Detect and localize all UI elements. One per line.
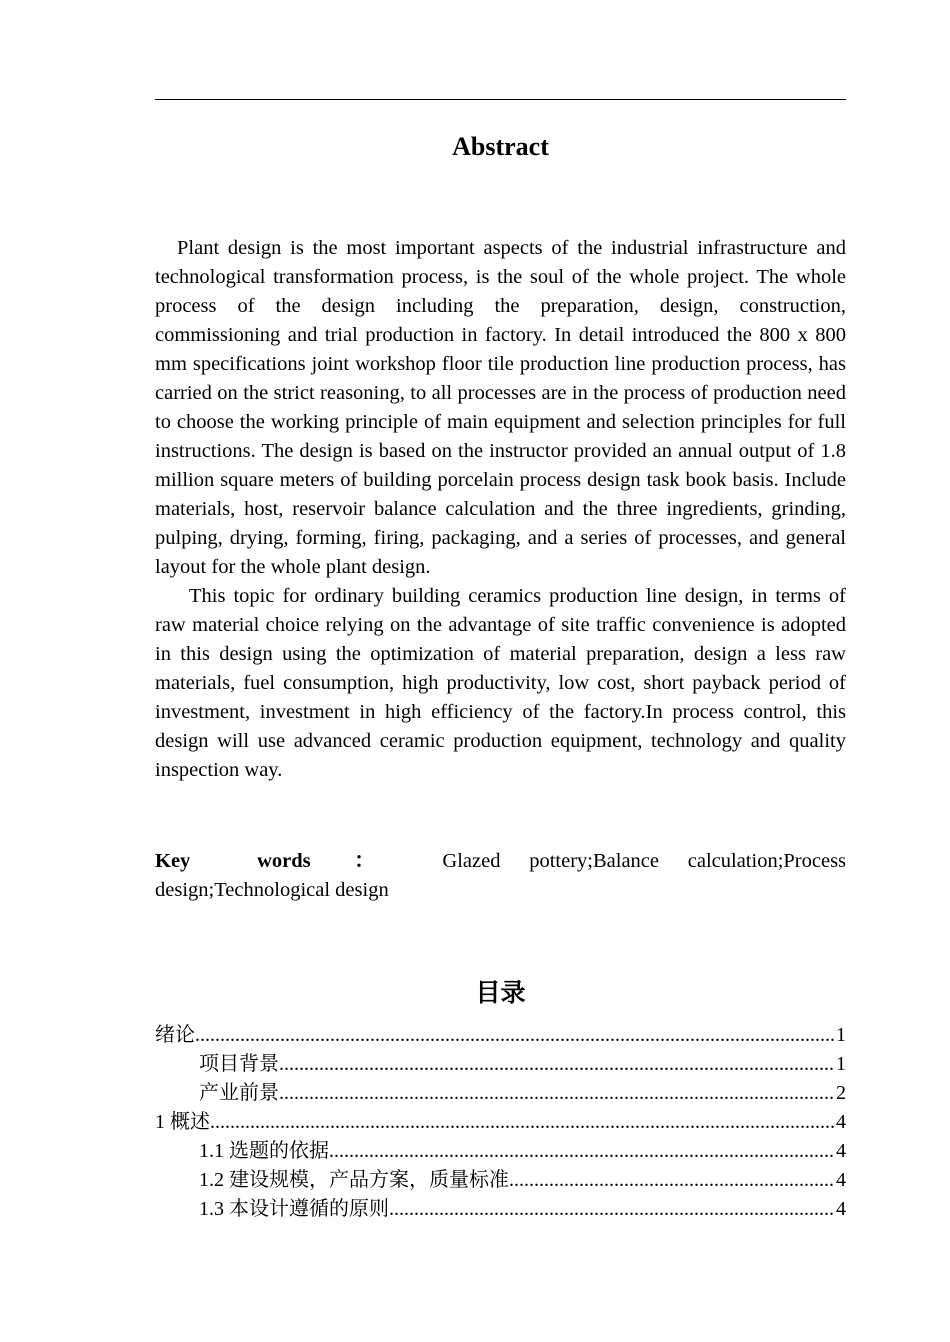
toc-entry[interactable] xyxy=(155,1108,846,1137)
table-of-contents xyxy=(155,1021,846,1224)
keywords-colon: ： xyxy=(330,850,399,872)
toc-page-number: 4 xyxy=(836,1198,846,1220)
toc-entry[interactable] xyxy=(155,1166,846,1195)
abstract-paragraph-1: Plant design is the most important aspects of the industrial infrastructure and technological transformation process, is the soul of the whole project. The whole process of the design including the preparation, design, construction, commissioning and trial production in factory. In detail introduced the 800 x 800 mm specifications joint workshop floor tile production line production process, has carried on the strict reasoning, to all processes are in the process of production need to choose the working principle of main equipment and selection principles for full instructions. The design is based on the instructor provided an annual output of 1.8 million square meters of building porcelain process design task book basis. Include materials, host, reservoir balance calculation and the three ingredients, grinding, pulping, drying, forming, firing, packaging, and a series of processes, and general layout for the whole plant design. xyxy=(155,237,846,578)
toc-page-number: 4 xyxy=(836,1111,846,1133)
toc-entry[interactable] xyxy=(155,1050,846,1079)
toc-leader xyxy=(210,1108,835,1137)
toc-page-number: 4 xyxy=(836,1169,846,1191)
toc-entry[interactable] xyxy=(155,1079,846,1108)
abstract-title: Abstract xyxy=(452,132,549,161)
abstract-paragraph-2: This topic for ordinary building ceramics production line design, in terms of raw material choice relying on the advantage of site traffic convenience is adopted in this design using the optimization of material preparation, design a less raw materials, fuel consumption, high productivity, low cost, short payback period of investment, investment in high efficiency of the factory.In process control, this design will use advanced ceramic production equipment, technology and quality inspection way. xyxy=(155,585,846,781)
toc-entry-text: 1.2 建设规模，产品方案，质量标准 xyxy=(199,1169,509,1191)
toc-page-number: 4 xyxy=(836,1140,846,1162)
toc-page-number: 1 xyxy=(836,1053,846,1075)
toc-entry-text: 1.3 本设计遵循的原则 xyxy=(199,1198,389,1220)
keywords-text: Glazed pottery;Balance calculation;Process design;Technological design xyxy=(155,850,847,901)
toc-leader xyxy=(329,1137,835,1166)
toc-entry[interactable] xyxy=(155,1021,846,1050)
toc-entry[interactable] xyxy=(155,1137,846,1166)
toc-leader xyxy=(279,1050,835,1079)
toc-page-number: 1 xyxy=(836,1024,846,1046)
toc-leader xyxy=(389,1195,835,1224)
toc-leader xyxy=(195,1021,835,1050)
toc-leader xyxy=(279,1079,835,1108)
keywords xyxy=(155,847,846,905)
toc-entry[interactable] xyxy=(155,1195,846,1224)
toc-entry-text: 1.1 选题的依据 xyxy=(199,1140,329,1162)
keywords-label: Key words xyxy=(155,850,311,872)
toc-leader xyxy=(509,1166,835,1195)
toc-entry-text: 项目背景 xyxy=(199,1053,279,1075)
header-rule xyxy=(155,99,846,100)
abstract-body xyxy=(155,234,846,785)
toc-entry-text: 1 概述 xyxy=(155,1111,210,1133)
toc-entry-text: 产业前景 xyxy=(199,1082,279,1104)
toc-entry-text: 绪论 xyxy=(155,1024,195,1046)
toc-page-number: 2 xyxy=(836,1082,846,1104)
toc-title: 目录 xyxy=(475,978,526,1007)
